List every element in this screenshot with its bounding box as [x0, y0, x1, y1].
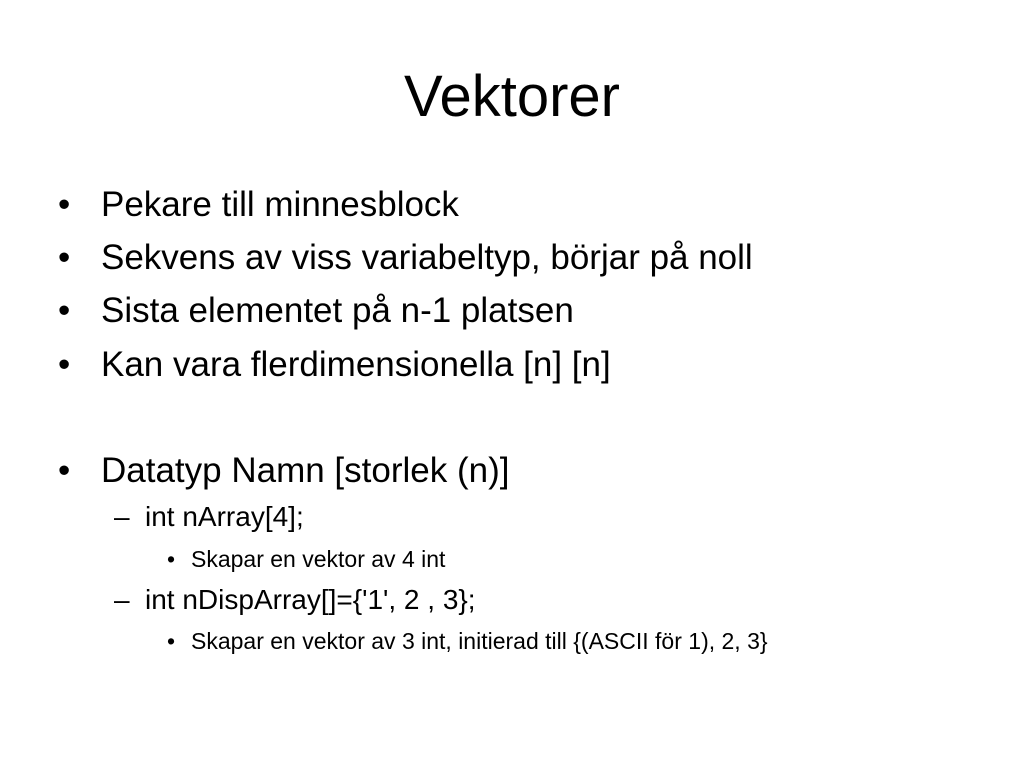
sub-bullet-text: int nDispArray[]={'1', 2 , 3};: [145, 584, 476, 615]
slide-title: Vektorer: [404, 64, 620, 129]
dash-marker: –: [114, 584, 130, 615]
bullet-text: Sekvens av viss variabeltyp, börjar på noll: [101, 238, 753, 277]
bullet-text: Kan vara flerdimensionella [n] [n]: [101, 345, 611, 384]
bullet-text: Sista elementet på n-1 platsen: [101, 291, 574, 330]
bullet-text: Datatyp Namn [storlek (n)]: [101, 451, 510, 490]
dash-marker: –: [114, 501, 130, 532]
bullet-marker: •: [58, 291, 71, 330]
bullet-marker: •: [167, 546, 176, 572]
bullet-text: Pekare till minnesblock: [101, 185, 459, 224]
bullet-marker: •: [58, 185, 71, 224]
bullet-marker: •: [58, 345, 71, 384]
sub-sub-bullet-text: Skapar en vektor av 4 int: [191, 546, 446, 572]
bullet-marker: •: [167, 628, 176, 654]
bullet-marker: •: [58, 451, 71, 490]
sub-bullet-text: int nArray[4];: [145, 501, 304, 532]
bullet-marker: •: [58, 238, 71, 277]
sub-sub-bullet-text: Skapar en vektor av 3 int, initierad till {(ASCII för 1), 2, 3}: [191, 628, 768, 654]
